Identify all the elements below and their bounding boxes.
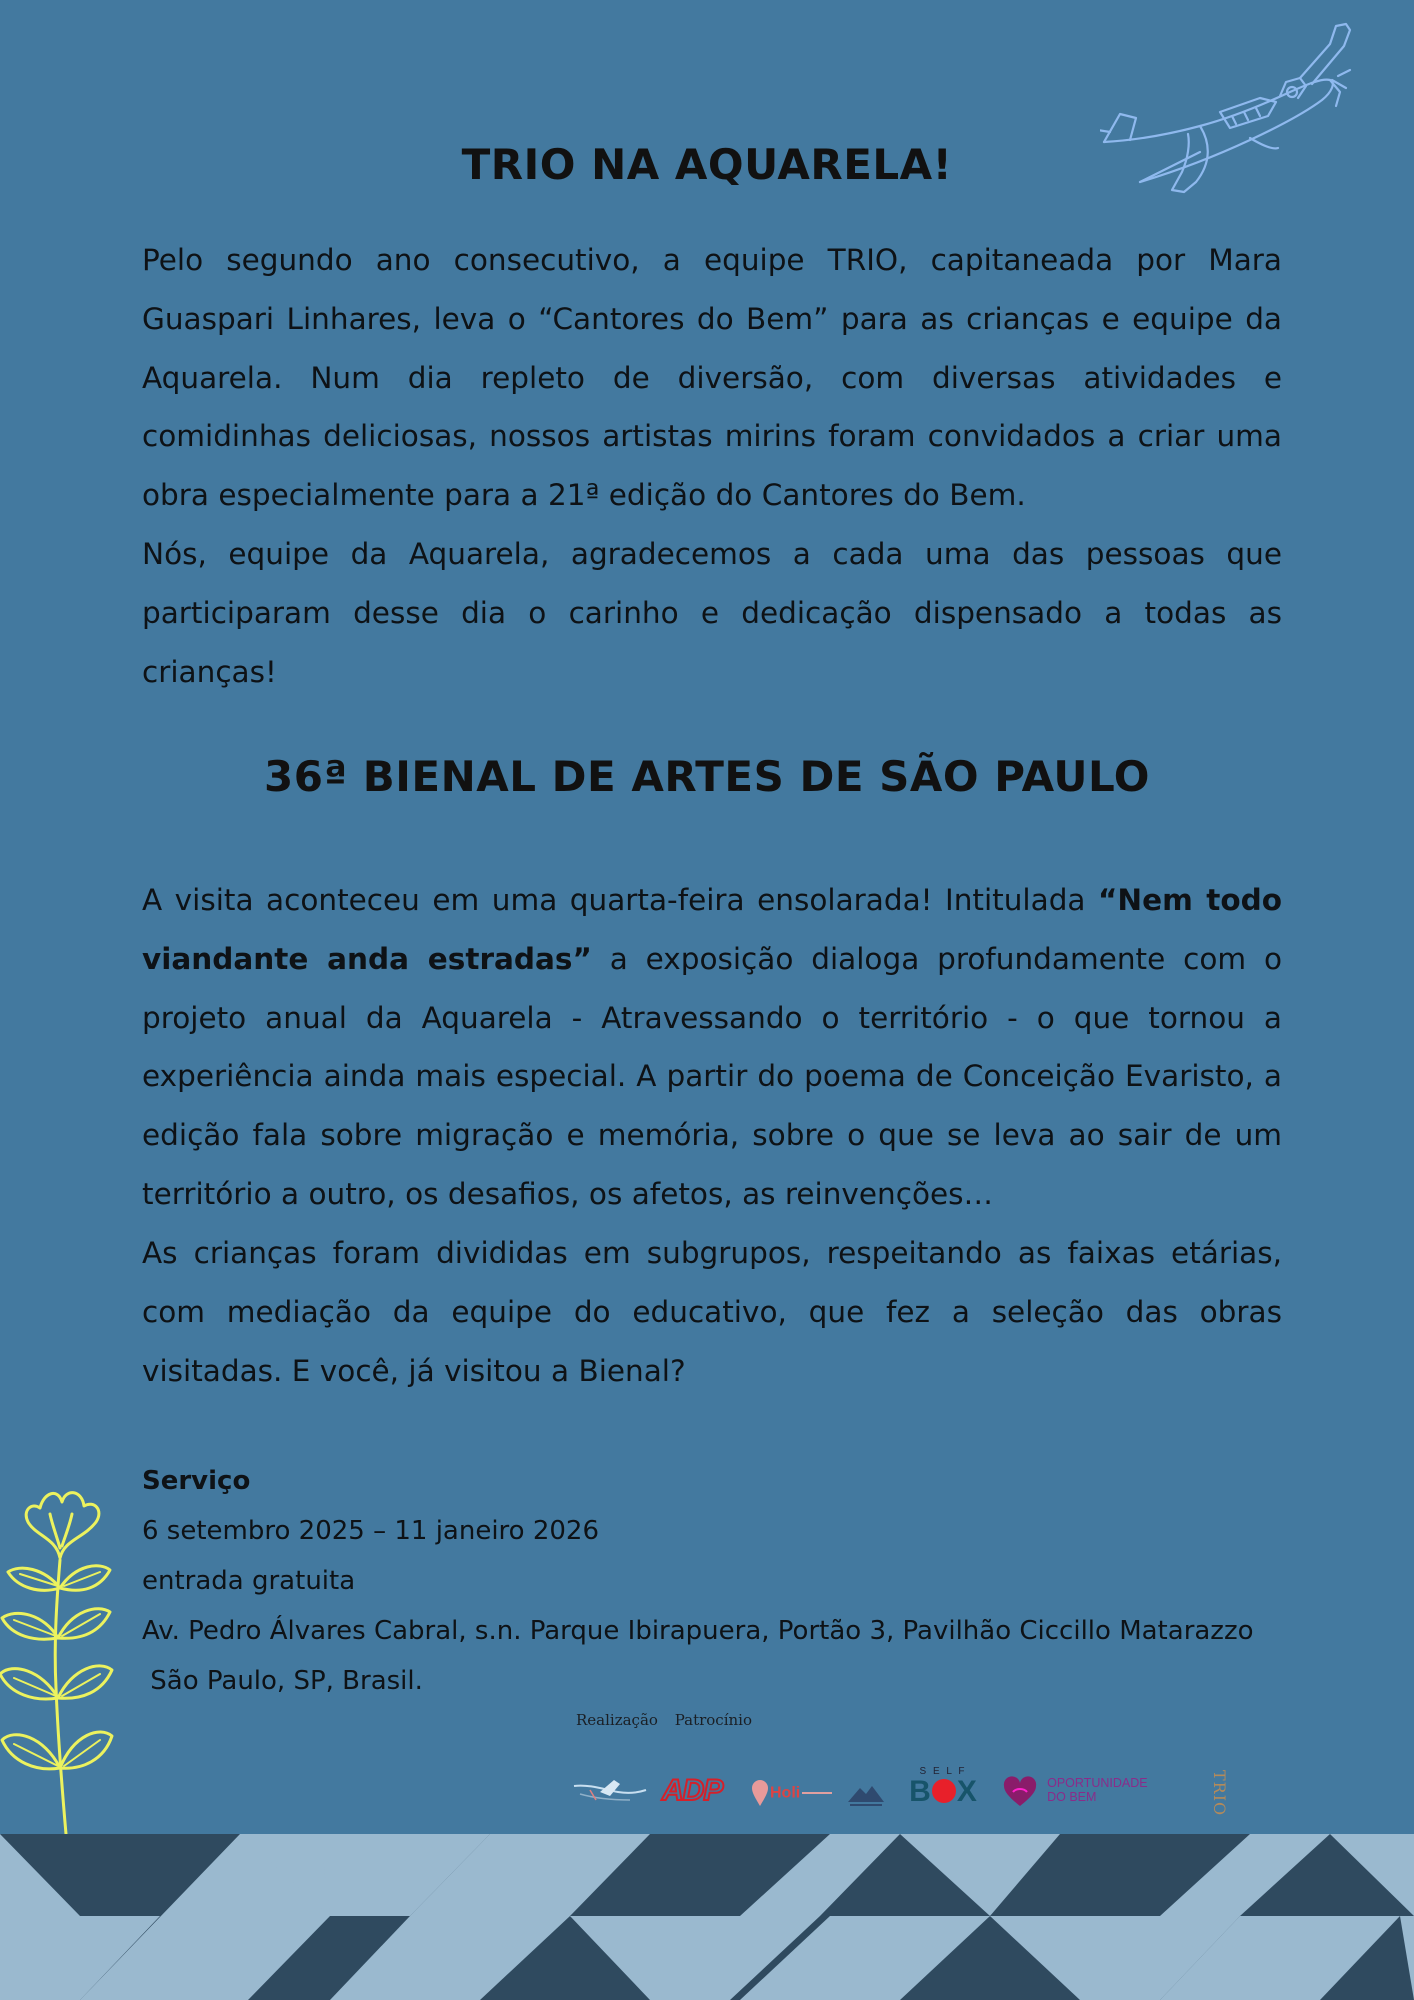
- adp-logo-text: ADP: [662, 1774, 723, 1807]
- selfbox-logo: [906, 1766, 980, 1807]
- footer-zigzag-pattern: [0, 1834, 1414, 2000]
- oportunidade-do-bem-logo: [1002, 1776, 1148, 1808]
- section-title-bienal: 36ª BIENAL DE ARTES DE SÃO PAULO: [264, 752, 1150, 801]
- flower-branch-illustration-icon: [0, 1488, 120, 1838]
- mountain-logo-icon: [846, 1780, 886, 1808]
- heart-logo-icon: [1002, 1776, 1038, 1808]
- service-heading: Serviço: [142, 1466, 251, 1496]
- selfbox-b: B: [909, 1775, 931, 1808]
- sponsor-logos: [570, 1766, 1270, 1820]
- oportunidade-line1: OPORTUNIDADE: [1047, 1776, 1148, 1790]
- service-city: São Paulo, SP, Brasil.: [142, 1666, 423, 1696]
- trio-paragraph-2: Nós, equipe da Aquarela, agradecemos a cada uma das pessoas que participaram desse dia o carinho e dedicação dispensado a todas as crianças!: [142, 537, 1282, 689]
- holi-logo-suffix-icon: [802, 1792, 832, 1794]
- exhibition-title: “Nem todo viandante anda estradas”: [142, 883, 1282, 976]
- trio-logo-text: TRIO: [1210, 1770, 1229, 1817]
- service-info: [142, 1461, 1342, 1711]
- selfbox-flower-icon: [932, 1779, 956, 1803]
- adp-logo: [662, 1774, 722, 1808]
- bienal-paragraph-1: [142, 871, 1282, 1224]
- selfbox-logo-top: S E L F: [919, 1766, 967, 1777]
- realizacao-label: Realização: [576, 1711, 658, 1729]
- oportunidade-line2: DO BEM: [1047, 1790, 1097, 1804]
- sponsor-labels: [576, 1711, 764, 1729]
- holi-pin-icon: [750, 1778, 770, 1808]
- selfbox-logo-bottom: [906, 1777, 980, 1807]
- trio-logo: [1210, 1770, 1229, 1820]
- service-price: entrada gratuita: [142, 1566, 356, 1596]
- bienal-paragraph-2: As crianças foram divididas em subgrupos, respeitando as faixas etárias, com mediação da equipe do educativo, que fez a seleção das obras visitadas. E você, já visitou a Bienal?: [142, 1236, 1282, 1388]
- section-title-trio: TRIO NA AQUARELA!: [461, 140, 953, 189]
- patrocinio-label: Patrocínio: [674, 1711, 752, 1729]
- bienal-paragraph-1-start: A visita aconteceu em uma quarta-feira ensolarada! Intitulada: [142, 883, 1099, 917]
- service-dates: 6 setembro 2025 – 11 janeiro 2026: [142, 1516, 600, 1546]
- trio-paragraph-1: Pelo segundo ano consecutivo, a equipe TRIO, capitaneada por Mara Guaspari Linhares, leva o “Cantores do Bem” para as crianças e equipe da Aquarela. Num dia repleto de diversão, com diversas atividades e comidinhas deliciosas, nossos artistas mirins foram convidados a criar uma obra especialmente para a 21ª edição do Cantores do Bem.: [142, 243, 1282, 513]
- holi-logo-text: Holi: [770, 1784, 801, 1802]
- service-address: Av. Pedro Álvares Cabral, s.n. Parque Ibirapuera, Portão 3, Pavilhão Ciccillo Matarazzo: [142, 1616, 1254, 1646]
- selfbox-x: X: [956, 1775, 977, 1808]
- holi-logo: [750, 1778, 832, 1808]
- aquarela-logo-icon: [570, 1770, 648, 1810]
- bienal-paragraph-1-end: a exposição dialoga profundamente com o projeto anual da Aquarela - Atravessando o território - o que tornou a experiência ainda mais especial. A partir do poema de Conceição Evaristo, a edição fala sobre migração e memória, sobre o que se leva ao sair de um território a outro, os desafios, os afetos, as reinvenções…: [142, 941, 1282, 1211]
- oportunidade-text: [1047, 1776, 1147, 1804]
